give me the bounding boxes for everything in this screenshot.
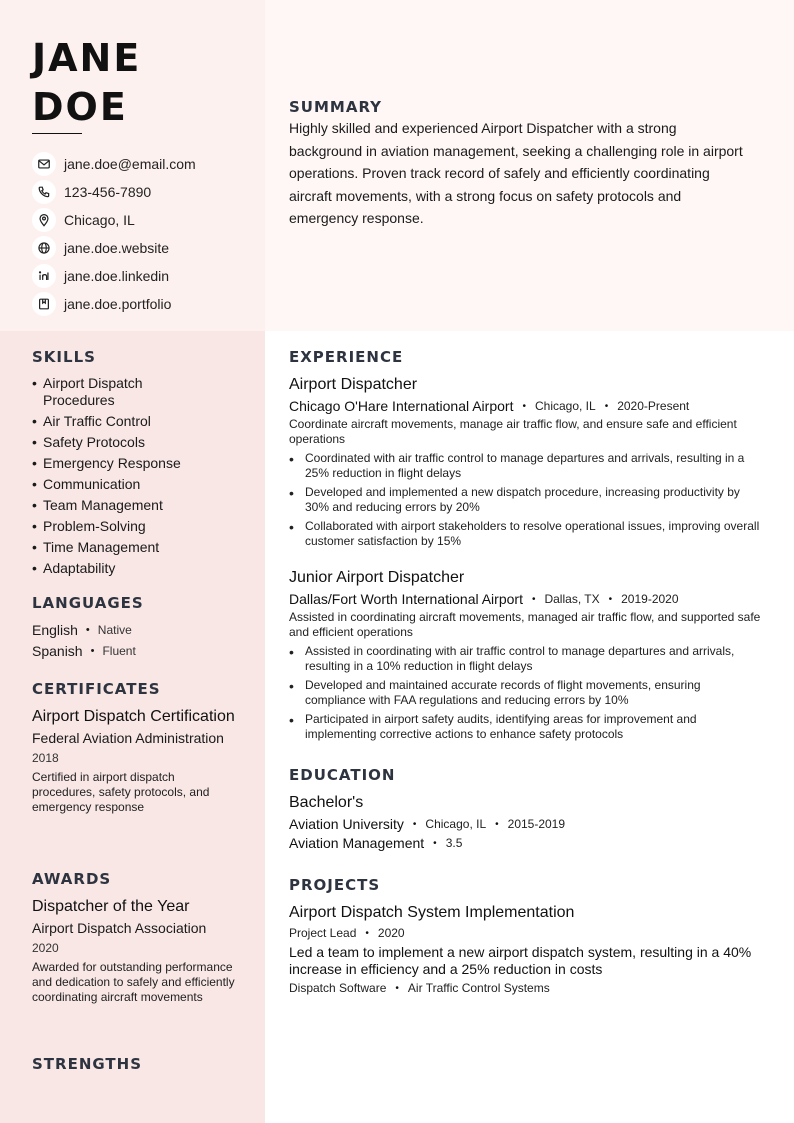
separator-dot: • xyxy=(365,927,369,939)
first-name: JANE xyxy=(32,36,142,80)
certificates-heading: CERTIFICATES xyxy=(32,680,161,698)
separator-dot: • xyxy=(90,644,95,657)
globe-icon xyxy=(32,236,56,260)
contact-linkedin[interactable] xyxy=(32,262,196,290)
award-year: 2020 xyxy=(32,941,59,955)
achievement-item: • Assisted in coordinating with air traffic control to manage departures and arrivals, resulting in a 10% reduction in flight delays xyxy=(289,644,764,674)
job-achievements xyxy=(289,451,764,549)
skill-item: • Emergency Response xyxy=(32,455,237,472)
contact-linkedin-text: jane.doe.linkedin xyxy=(64,268,170,284)
education-school: Aviation University xyxy=(289,816,404,832)
contact-portfolio-text: jane.doe.portfolio xyxy=(64,296,172,312)
linkedin-icon xyxy=(32,264,56,288)
award-title: Dispatcher of the Year xyxy=(32,898,190,915)
mail-icon xyxy=(32,152,56,176)
job-meta xyxy=(289,591,764,607)
separator-dot: • xyxy=(522,400,526,412)
contact-website[interactable] xyxy=(32,234,196,262)
certificate-title: Airport Dispatch Certification xyxy=(32,708,235,725)
portfolio-icon xyxy=(32,292,56,316)
languages-list xyxy=(32,619,237,661)
separator-dot: • xyxy=(608,593,613,605)
project-tag: Dispatch Software xyxy=(289,981,387,995)
education-location: Chicago, IL xyxy=(425,817,487,831)
certificate-year: 2018 xyxy=(32,751,59,765)
award-issuer: Airport Dispatch Association xyxy=(32,920,207,936)
phone-icon xyxy=(32,180,56,204)
separator-dot: • xyxy=(531,593,536,605)
languages-heading: LANGUAGES xyxy=(32,594,144,612)
skills-list xyxy=(32,375,237,581)
skill-item: • Problem-Solving xyxy=(32,518,237,535)
education-dates: 2015-2019 xyxy=(507,817,566,831)
separator-dot: • xyxy=(85,623,90,636)
language-name: English xyxy=(32,621,78,638)
contact-website-text: jane.doe.website xyxy=(64,240,170,256)
language-level: Fluent xyxy=(102,643,136,658)
job-title: Junior Airport Dispatcher xyxy=(289,569,465,586)
strengths-heading: STRENGTHS xyxy=(32,1055,143,1073)
language-item xyxy=(32,640,237,661)
certificate-entry xyxy=(32,707,237,815)
education-field: Aviation Management xyxy=(289,835,425,851)
job-achievements xyxy=(289,644,764,742)
job-dates: 2020-Present xyxy=(617,399,690,413)
education-degree: Bachelor's xyxy=(289,794,364,811)
language-item xyxy=(32,619,237,640)
project-entry xyxy=(289,903,764,995)
language-level: Native xyxy=(97,622,132,637)
achievement-item: • Participated in airport safety audits, identifying areas for improvement and implementing corrective actions to enhance safety protocols xyxy=(289,712,764,742)
job-description: Assisted in coordinating aircraft movements, managed air traffic flow, and supported safe and efficient operations xyxy=(289,610,761,639)
contact-email-text: jane.doe@email.com xyxy=(64,156,196,172)
job-entry xyxy=(289,568,764,746)
skill-item: • Airport Dispatch Procedures xyxy=(32,375,172,409)
contact-phone[interactable] xyxy=(32,178,196,206)
skills-heading: SKILLS xyxy=(32,348,96,366)
job-location: Dallas, TX xyxy=(544,592,600,606)
education-meta xyxy=(289,816,764,832)
contact-phone-text: 123-456-7890 xyxy=(64,184,152,200)
full-name xyxy=(32,34,141,132)
separator-dot: • xyxy=(395,982,399,994)
project-title: Airport Dispatch System Implementation xyxy=(289,904,575,921)
location-icon xyxy=(32,208,56,232)
project-tag: Air Traffic Control Systems xyxy=(407,981,550,995)
education-heading: EDUCATION xyxy=(289,766,396,784)
education-entry xyxy=(289,793,764,851)
skill-item: • Team Management xyxy=(32,497,237,514)
certificate-issuer: Federal Aviation Administration xyxy=(32,730,224,746)
name-divider xyxy=(32,133,82,134)
project-tags xyxy=(289,981,764,995)
education-gpa: 3.5 xyxy=(445,836,463,850)
projects-heading: PROJECTS xyxy=(289,876,381,894)
job-dates: 2019-2020 xyxy=(621,592,679,606)
separator-dot: • xyxy=(412,818,417,830)
certificate-description: Certified in airport dispatch procedures, safety protocols, and emergency response xyxy=(32,770,210,814)
skill-item: • Air Traffic Control xyxy=(32,413,237,430)
achievement-item: • Collaborated with airport stakeholders to resolve operational issues, improving overall customer satisfaction by 15% xyxy=(289,519,764,549)
project-description: Led a team to implement a new airport dispatch system, resulting in a 40% increase in efficiency and a 25% reduction in costs xyxy=(289,944,752,977)
skill-item: • Safety Protocols xyxy=(32,434,237,451)
job-meta xyxy=(289,398,764,414)
awards-heading: AWARDS xyxy=(32,870,112,888)
project-meta xyxy=(289,926,764,940)
summary-heading: SUMMARY xyxy=(289,98,383,116)
contact-portfolio[interactable] xyxy=(32,290,196,318)
last-name: DOE xyxy=(32,85,128,129)
job-location: Chicago, IL xyxy=(534,399,596,413)
job-entry xyxy=(289,375,764,553)
award-description: Awarded for outstanding performance and dedication to safely and efficiently coordinating aircraft movements xyxy=(32,960,235,1004)
contact-location xyxy=(32,206,196,234)
contact-location-text: Chicago, IL xyxy=(64,212,135,228)
summary-text: Highly skilled and experienced Airport Dispatcher with a strong background in aviation management, seeking a challenging role in airport operations. Proven track record of safely and efficiently coordinating aircraft movements, with a strong focus on safety protocols and emergency response. xyxy=(289,120,743,227)
job-company: Chicago O'Hare International Airport xyxy=(289,398,514,414)
job-description: Coordinate aircraft movements, manage air traffic flow, and ensure safe and efficient operations xyxy=(289,417,737,446)
job-company: Dallas/Fort Worth International Airport xyxy=(289,591,523,607)
education-field-row xyxy=(289,835,764,851)
separator-dot: • xyxy=(495,818,499,830)
contact-email[interactable] xyxy=(32,150,196,178)
contact-list xyxy=(32,150,196,318)
skill-item: • Time Management xyxy=(32,539,237,556)
job-title: Airport Dispatcher xyxy=(289,376,418,393)
skill-item: • Communication xyxy=(32,476,237,493)
achievement-item: • Coordinated with air traffic control to manage departures and arrivals, resulting in a 25% reduction in flight delays xyxy=(289,451,764,481)
award-entry xyxy=(32,897,237,1005)
experience-heading: EXPERIENCE xyxy=(289,348,404,366)
skill-item: • Adaptability xyxy=(32,560,237,577)
language-name: Spanish xyxy=(32,642,83,659)
project-year: 2020 xyxy=(377,926,405,940)
separator-dot: • xyxy=(604,400,609,412)
achievement-item: • Developed and maintained accurate records of flight movements, ensuring compliance with FAA regulations and reducing errors by 10% xyxy=(289,678,764,708)
separator-dot: • xyxy=(433,837,437,849)
project-role: Project Lead xyxy=(289,926,357,940)
achievement-item: • Developed and implemented a new dispatch procedure, increasing productivity by 30% and reducing errors by 20% xyxy=(289,485,764,515)
